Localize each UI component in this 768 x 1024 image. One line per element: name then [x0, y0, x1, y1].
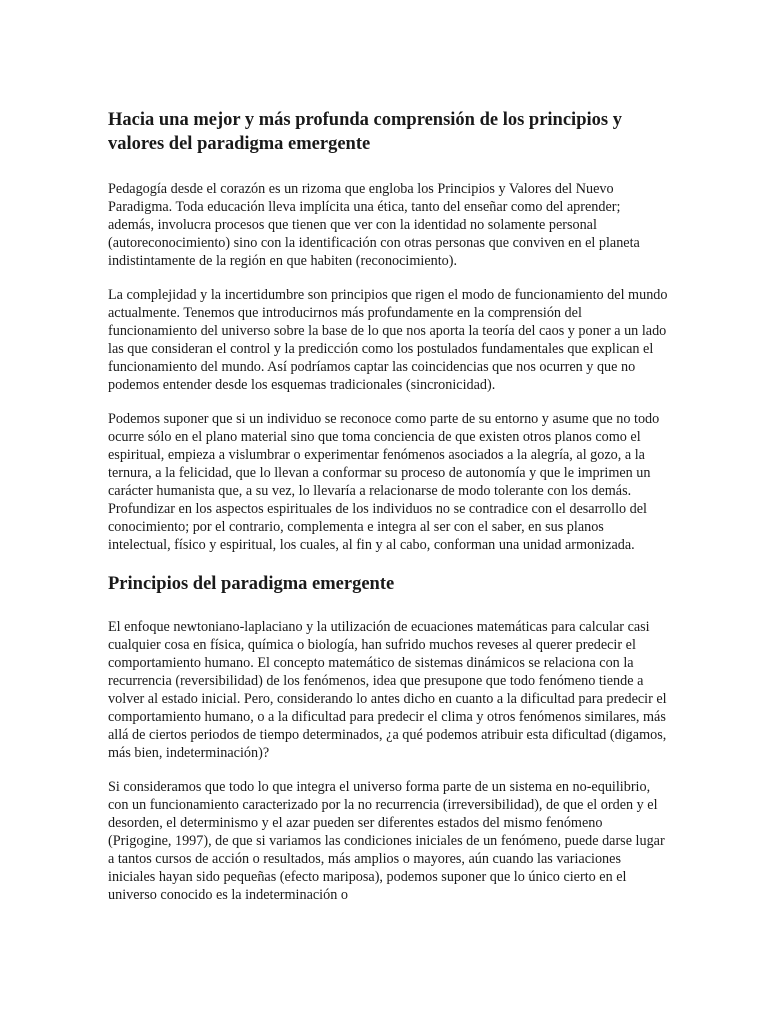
- paragraph-intro-1: Pedagogía desde el corazón es un rizoma que engloba los Principios y Valores del Nuevo Paradigma. Toda educación lleva implícita una ética, tanto del enseñar como del aprender; además, involucra procesos que tienen que ver con la identidad no solamente personal (autoreconocimiento) sino con la identificación con otras personas que conviven en el planeta indistintamente de la región en que habiten (reconocimiento).: [108, 181, 640, 269]
- paragraph-intro-4: Profundizar en los aspectos espirituales de los individuos no se contradice con el desarrollo del conocimiento; por el contrario, complementa e integra al ser con el saber, en sus planos intelectual, físico y espiritual, los cuales, al fin y al cabo, conforman una unidad armonizada.: [108, 501, 647, 553]
- paragraph-section-1: El enfoque newtoniano-laplaciano y la utilización de ecuaciones matemáticas para calcular casi cualquier cosa en física, química o biología, han sufrido muchos reveses al querer predecir el comportamiento humano. El concepto matemático de sistemas dinámicos se relaciona con la recurrencia (reversibilidad) de los fenómenos, idea que presupone que todo fenómeno tiende a volver al estado inicial. Pero, considerando lo antes dicho en cuanto a la dificultad para predecir el comportamiento humano, o a la dificultad para predecir el clima y otros fenómenos similares, más allá de ciertos periodos de tiempo determinados, ¿a qué podemos atribuir esta dificultad (digamos, más bien, indeterminación)?: [108, 619, 667, 761]
- paragraph-gap: [108, 554, 668, 570]
- paragraph-intro-3: Podemos suponer que si un individuo se reconoce como parte de su entorno y asume que no todo ocurre sólo en el plano material sino que toma conciencia de que existen otros planos como el espiritual, empieza a vislumbrar o experimentar fenómenos asociados a la alegría, al gozo, a la ternura, a la felicidad, que lo llevan a conformar su proceso de autonomía y que le imprimen un carácter humanista que, a su vez, lo llevaría a relacionarse de modo tolerante con los demás.: [108, 411, 660, 499]
- paragraph-gap: [108, 394, 668, 410]
- paragraph-intro-2: La complejidad y la incertidumbre son principios que rigen el modo de funcionamiento del mundo actualmente. Tenemos que introducirnos más profundamente en la comprensión del funcionamiento del universo sobre la base de lo que nos aporta la teoría del caos y poner a un lado las que consideran el control y la predicción como los postulados fundamentales que explican el funcionamiento del mundo. Así podríamos captar las coincidencias que nos ocurren y que no podemos entender desde los esquemas tradicionales (sincronicidad).: [108, 287, 668, 393]
- paragraph-gap: [108, 270, 668, 286]
- document-title: Hacia una mejor y más profunda comprensión de los principios y valores del paradigma emergente: [108, 110, 622, 154]
- paragraph-section-2: Si consideramos que todo lo que integra el universo forma parte de un sistema en no-equilibrio, con un funcionamiento caracterizado por la no recurrencia (irreversibilidad), de que el orden y el desorden, el determinismo y el azar pueden ser diferentes estados del mismo fenómeno (Prigogine, 1997), de que si variamos las condiciones iniciales de un fenómeno, puede darse lugar a tantos cursos de acción o resultados, más amplios o mayores, aún cuando las variaciones iniciales hayan sido pequeñas (efecto mariposa), podemos suponer que lo único cierto en el universo conocido es la indeterminación o: [108, 779, 665, 903]
- section-heading: Principios del paradigma emergente: [108, 574, 395, 594]
- paragraph-gap: [108, 762, 668, 778]
